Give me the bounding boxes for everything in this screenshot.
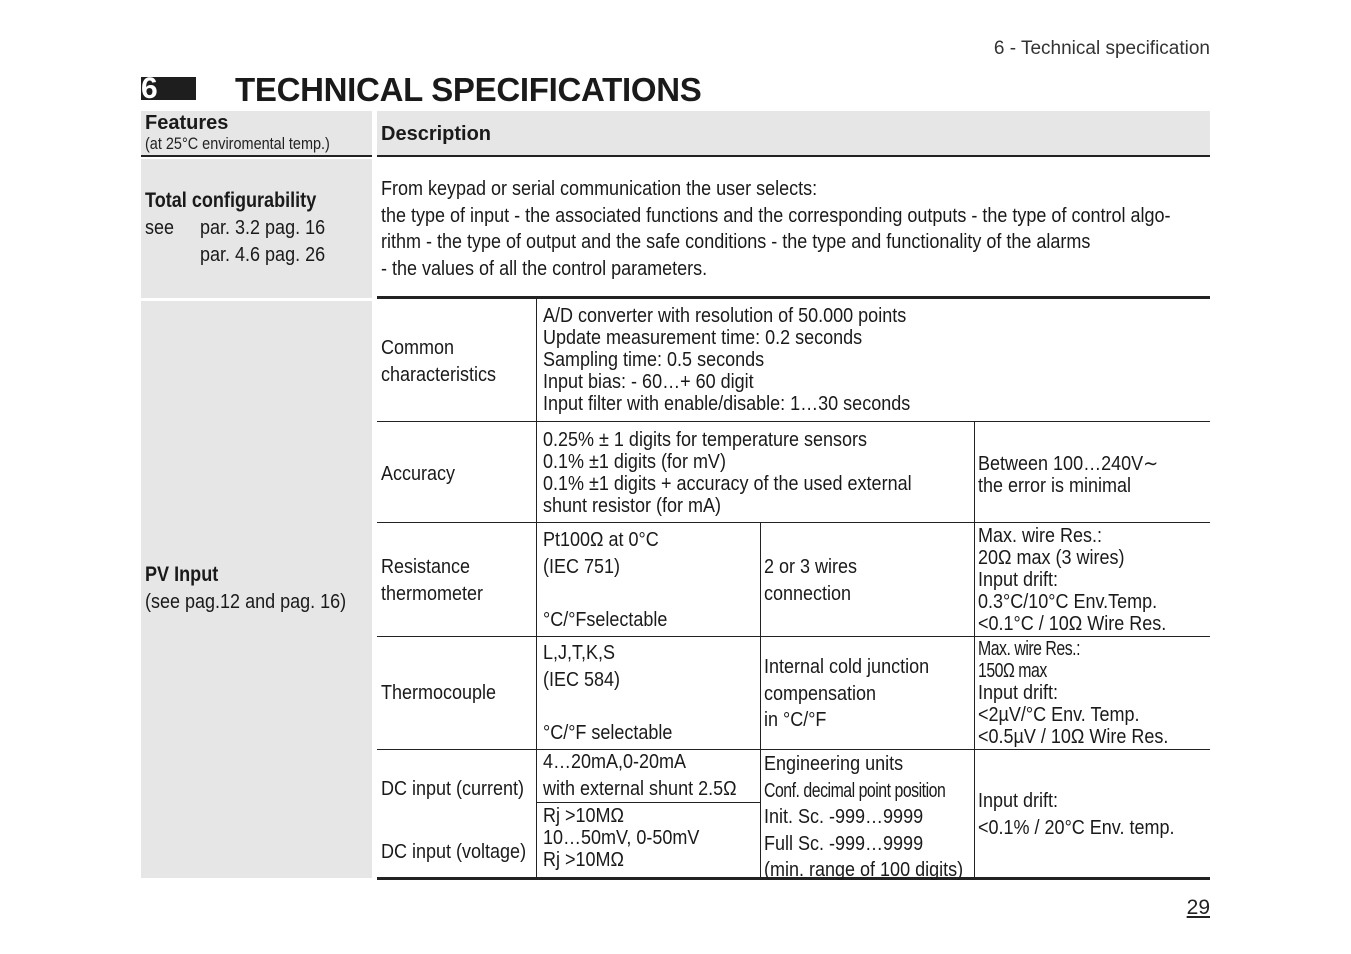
text-line: <2µV/°C Env. Temp. [978,704,1140,726]
row-divider [537,802,760,803]
text-line: 0.3°C/10°C Env.Temp. [978,591,1158,613]
total-config-ref-2: par. 4.6 pag. 26 [200,244,326,266]
thermocouple-connection [764,654,929,734]
accuracy-note [978,453,1158,497]
accuracy-label: Accuracy [381,463,456,485]
text-line: From keypad or serial communication the user selects: [381,178,818,200]
text-line: in °C/°F [764,709,827,731]
description-header: Description [381,123,492,145]
page-title: TECHNICAL SPECIFICATIONS [235,71,702,108]
total-config-see: see [145,217,175,239]
thermocouple-standard: (IEC 584) [543,669,621,691]
text-line: compensation [764,682,877,705]
features-header: Features [145,112,229,134]
total-config-title: Total configurability [145,189,317,212]
text-line: Input drift: [978,790,1059,812]
label-line: Common [381,337,455,359]
page-number: 29 [1186,896,1210,919]
text-line: Engineering units [764,753,904,775]
table-header-column-gap [372,111,377,157]
text-line: 0.25% ± 1 digits for temperature sensors [543,429,868,451]
dc-current-description [543,749,737,802]
text-line: 10…50mV, 0-50mV [543,827,700,849]
text-line: 150Ω max [978,660,1047,682]
text-line: 20Ω max (3 wires) [978,547,1125,569]
row-divider [377,636,1210,637]
text-line: (min. range of 100 digits) [764,859,964,881]
common-label [381,335,496,388]
resistance-sensor: Pt100Ω at 0°C [543,529,659,551]
text-line: Max. wire Res.: [978,525,1103,547]
dc-voltage-label: DC input (voltage) [381,841,527,863]
total-config-description [381,176,1170,282]
label-line: thermometer [381,582,484,605]
text-line: Max. wire Res.: [978,638,1081,660]
text-line: 4…20mA,0-20mA [543,751,687,773]
text-line: Between 100…240V∼ [978,453,1159,475]
column-divider [760,522,761,877]
resistance-specs [978,525,1166,635]
resistance-standard: (IEC 751) [543,556,621,578]
thermocouple-types: L,J,T,K,S [543,642,616,664]
text-line: Sampling time: 0.5 seconds [543,349,765,371]
features-header-note: (at 25°C enviromental temp.) [145,134,330,153]
text-line: Input bias: - 60…+ 60 digit [543,371,754,393]
running-header: 6 - Technical specification [993,38,1210,59]
section-rule [377,296,1210,299]
text-line: 0.1% ±1 digits (for mV) [543,451,726,473]
column-divider [974,421,975,877]
dc-current-label: DC input (current) [381,778,525,800]
accuracy-description [543,429,912,517]
dc-engineering-units [764,751,970,884]
text-line: rithm - the type of output and the safe conditions - the type and functionality of the alarms [381,231,1091,253]
text-line: the error is minimal [978,475,1132,497]
row-divider [377,522,1210,523]
text-line: Conf. decimal point position [764,779,946,802]
label-line: Resistance [381,556,471,578]
features-column-gap [141,298,372,301]
label-line: characteristics [381,363,497,386]
resistance-units: °C/°Fselectable [543,609,668,631]
text-line: <0.5µV / 10Ω Wire Res. [978,726,1169,748]
text-line: A/D converter with resolution of 50.000 points [543,305,907,327]
text-line: with external shunt 2.5Ω [543,777,737,800]
common-description [543,305,910,415]
table-header-rule [141,155,1210,157]
text-line: - the values of all the control parameters. [381,257,708,280]
resistance-connection [764,554,857,607]
chapter-number: 6 [141,72,158,105]
text-line: <0.1% / 20°C Env. temp. [978,816,1175,839]
text-line: 2 or 3 wires [764,556,858,578]
text-line: Rj >10MΩ [543,805,624,827]
text-line: Input drift: [978,569,1059,591]
text-line: Input drift: [978,682,1059,704]
text-line: Full Sc. -999…9999 [764,832,924,855]
text-line: Update measurement time: 0.2 seconds [543,327,863,349]
text-line: the type of input - the associated functions and the corresponding outputs - the type of control algo- [381,204,1171,227]
row-divider [377,749,1210,750]
dc-input-drift [978,788,1174,841]
text-line: connection [764,582,852,605]
resistance-label [381,554,483,607]
text-line: Rj >10MΩ [543,849,624,871]
pv-input-reference: (see pag.12 and pag. 16) [145,591,347,613]
thermocouple-label: Thermocouple [381,682,497,704]
column-divider [536,299,537,877]
text-line: 0.1% ±1 digits + accuracy of the used external [543,473,912,495]
thermocouple-specs [978,638,1168,748]
text-line: <0.1°C / 10Ω Wire Res. [978,613,1167,635]
row-divider [377,421,1210,422]
text-line: Internal cold junction [764,656,930,678]
text-line: Init. Sc. -999…9999 [764,806,924,828]
pv-input-title: PV Input [145,563,219,586]
dc-voltage-description [543,805,699,871]
thermocouple-units: °C/°F selectable [543,722,673,744]
total-config-ref-1: par. 3.2 pag. 16 [200,217,326,239]
text-line: shunt resistor (for mA) [543,495,722,517]
text-line: Input filter with enable/disable: 1…30 seconds [543,393,911,415]
